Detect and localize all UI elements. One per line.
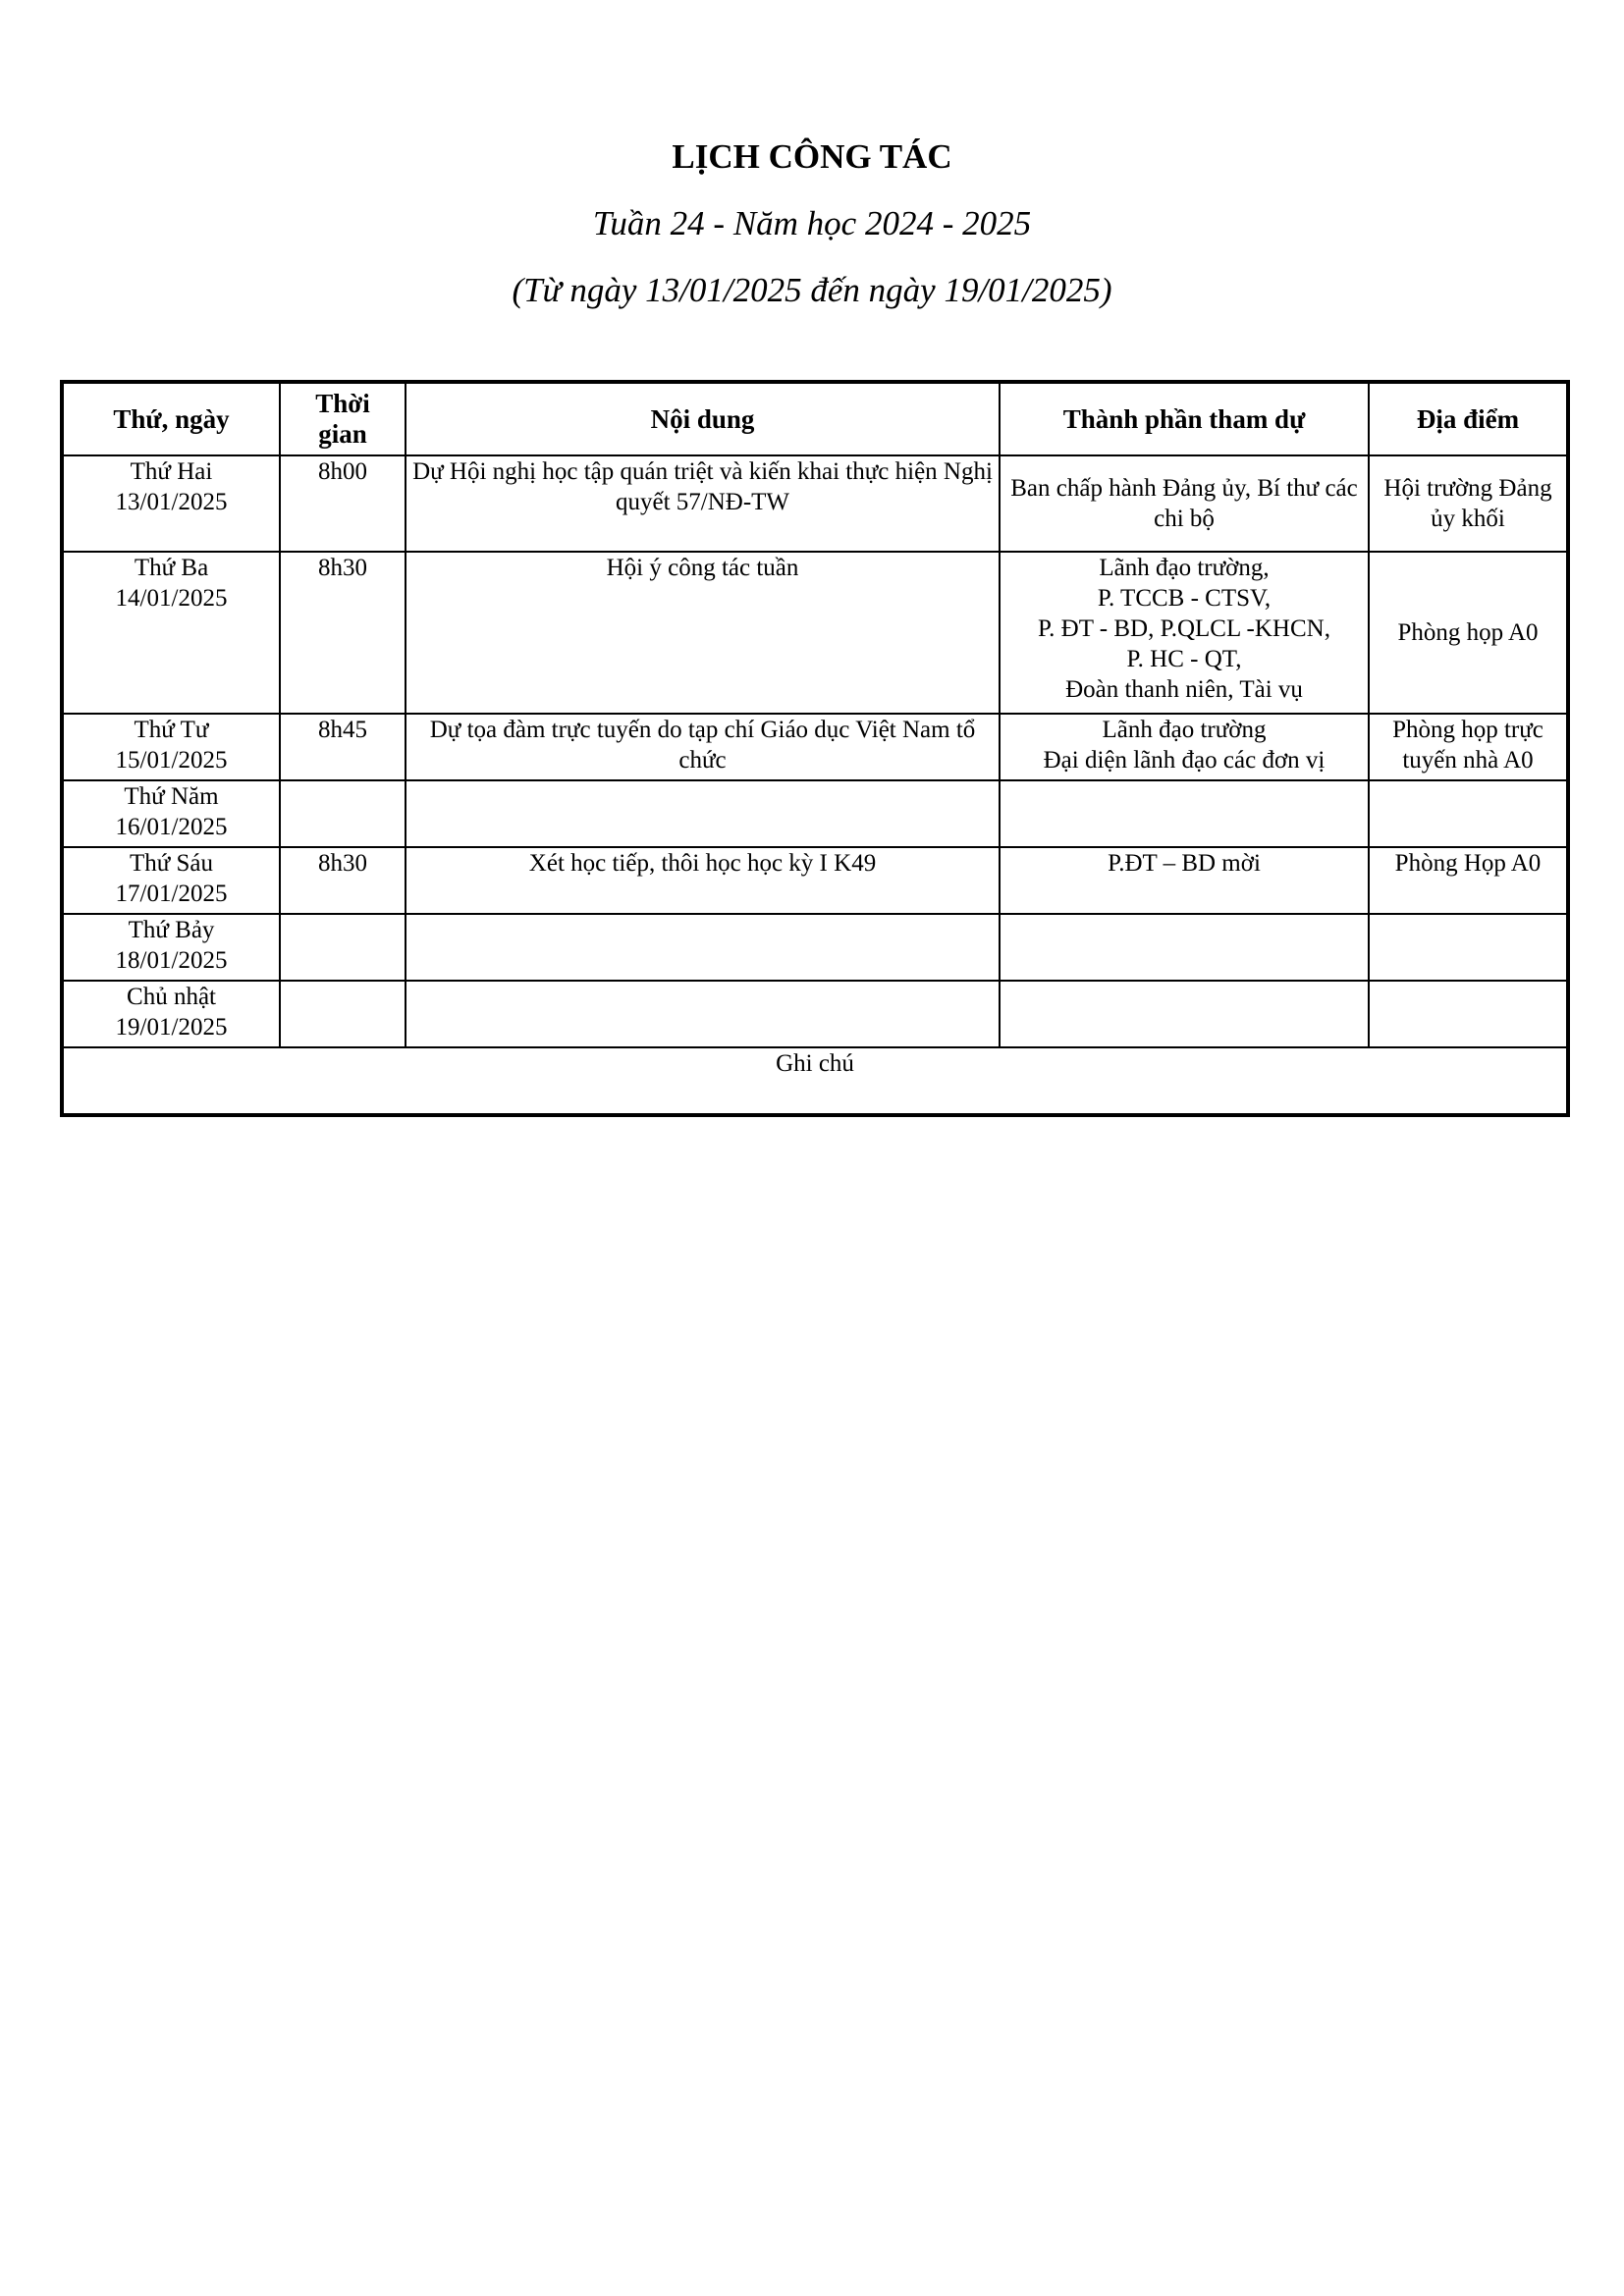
location-cell: Hội trường Đảng ủy khối: [1369, 455, 1568, 552]
table-row: [62, 714, 1568, 780]
day-cell: [62, 914, 280, 981]
participant-line: Lãnh đạo trường: [1102, 717, 1267, 743]
table-row: [62, 780, 1568, 847]
day-name: Thứ Sáu: [129, 850, 214, 877]
participants-cell: [1000, 914, 1369, 981]
participant-line: P.ĐT – BD mời: [1108, 850, 1261, 877]
header-row: [62, 382, 1568, 455]
participant-line: Lãnh đạo trường,: [1099, 555, 1270, 581]
day-date: 19/01/2025: [115, 1014, 228, 1041]
document-title: LỊCH CÔNG TÁC: [672, 137, 952, 176]
col-header-content: Nội dung: [406, 382, 1000, 455]
col-header-day: Thứ, ngày: [62, 382, 280, 455]
participants-cell: [1000, 981, 1369, 1047]
table-row: [62, 981, 1568, 1047]
day-name: Thứ Hai: [130, 458, 213, 485]
col-header-participants: Thành phần tham dự: [1000, 382, 1369, 455]
day-name: Chủ nhật: [127, 984, 216, 1010]
content-cell: [406, 914, 1000, 981]
time-cell: 8h45: [280, 714, 406, 780]
schedule-table: [60, 380, 1570, 1117]
day-name: Thứ Ba: [134, 555, 209, 581]
col-header-time-line1: Thời: [315, 389, 370, 418]
day-date: 14/01/2025: [115, 585, 228, 612]
participant-line: P. TCCB - CTSV,: [1097, 585, 1272, 612]
participant-line: Ban chấp hành Đảng ủy, Bí thư các chi bộ: [1010, 475, 1358, 532]
location-cell: Phòng Họp A0: [1369, 847, 1568, 914]
date-range: (Từ ngày 13/01/2025 đến ngày 19/01/2025): [512, 271, 1112, 309]
participants-cell: [1000, 847, 1369, 914]
day-name: Thứ Năm: [124, 783, 219, 810]
location-cell: [1369, 981, 1568, 1047]
content-cell: [406, 780, 1000, 847]
content-cell: Dự tọa đàm trực tuyến do tạp chí Giáo dục Việt Nam tổ chức: [406, 714, 1000, 780]
content-cell: [406, 981, 1000, 1047]
day-cell: [62, 455, 280, 552]
col-header-time: [280, 382, 406, 455]
participants-cell: [1000, 780, 1369, 847]
week-line: Tuần 24 - Năm học 2024 - 2025: [592, 204, 1032, 242]
day-date: 13/01/2025: [115, 489, 228, 515]
time-cell: 8h00: [280, 455, 406, 552]
day-cell: [62, 847, 280, 914]
time-cell: [280, 981, 406, 1047]
day-cell: [62, 981, 280, 1047]
time-cell: [280, 914, 406, 981]
participant-line: P. HC - QT,: [1126, 646, 1242, 672]
day-date: 18/01/2025: [115, 947, 228, 974]
col-header-location: Địa điểm: [1369, 382, 1568, 455]
time-cell: 8h30: [280, 552, 406, 714]
table-row: [62, 552, 1568, 714]
location-cell: [1369, 914, 1568, 981]
participant-line: P. ĐT - BD, P.QLCL -KHCN,: [1038, 615, 1330, 642]
participant-line: Đoàn thanh niên, Tài vụ: [1065, 676, 1303, 703]
notes-cell: Ghi chú: [62, 1047, 1568, 1115]
content-cell: Dự Hội nghị học tập quán triệt và kiến khai thực hiện Nghị quyết 57/NĐ-TW: [406, 455, 1000, 552]
table-row: [62, 847, 1568, 914]
day-date: 17/01/2025: [115, 881, 228, 907]
content-cell: Xét học tiếp, thôi học học kỳ I K49: [406, 847, 1000, 914]
day-cell: [62, 780, 280, 847]
day-name: Thứ Tư: [134, 717, 209, 743]
time-cell: [280, 780, 406, 847]
location-cell: [1369, 780, 1568, 847]
day-name: Thứ Bảy: [128, 917, 215, 943]
location-cell: Phòng họp A0: [1369, 552, 1568, 714]
participant-line: Đại diện lãnh đạo các đơn vị: [1043, 747, 1326, 774]
day-date: 15/01/2025: [115, 747, 228, 774]
participants-cell: [1000, 552, 1369, 714]
col-header-time-line2: gian: [318, 419, 367, 449]
notes-row: [62, 1047, 1568, 1115]
day-cell: [62, 714, 280, 780]
time-cell: 8h30: [280, 847, 406, 914]
content-cell: Hội ý công tác tuần: [406, 552, 1000, 714]
participants-cell: [1000, 714, 1369, 780]
table-row: [62, 455, 1568, 552]
location-cell: Phòng họp trực tuyến nhà A0: [1369, 714, 1568, 780]
day-date: 16/01/2025: [115, 814, 228, 840]
table-row: [62, 914, 1568, 981]
day-cell: [62, 552, 280, 714]
participants-cell: [1000, 455, 1369, 552]
